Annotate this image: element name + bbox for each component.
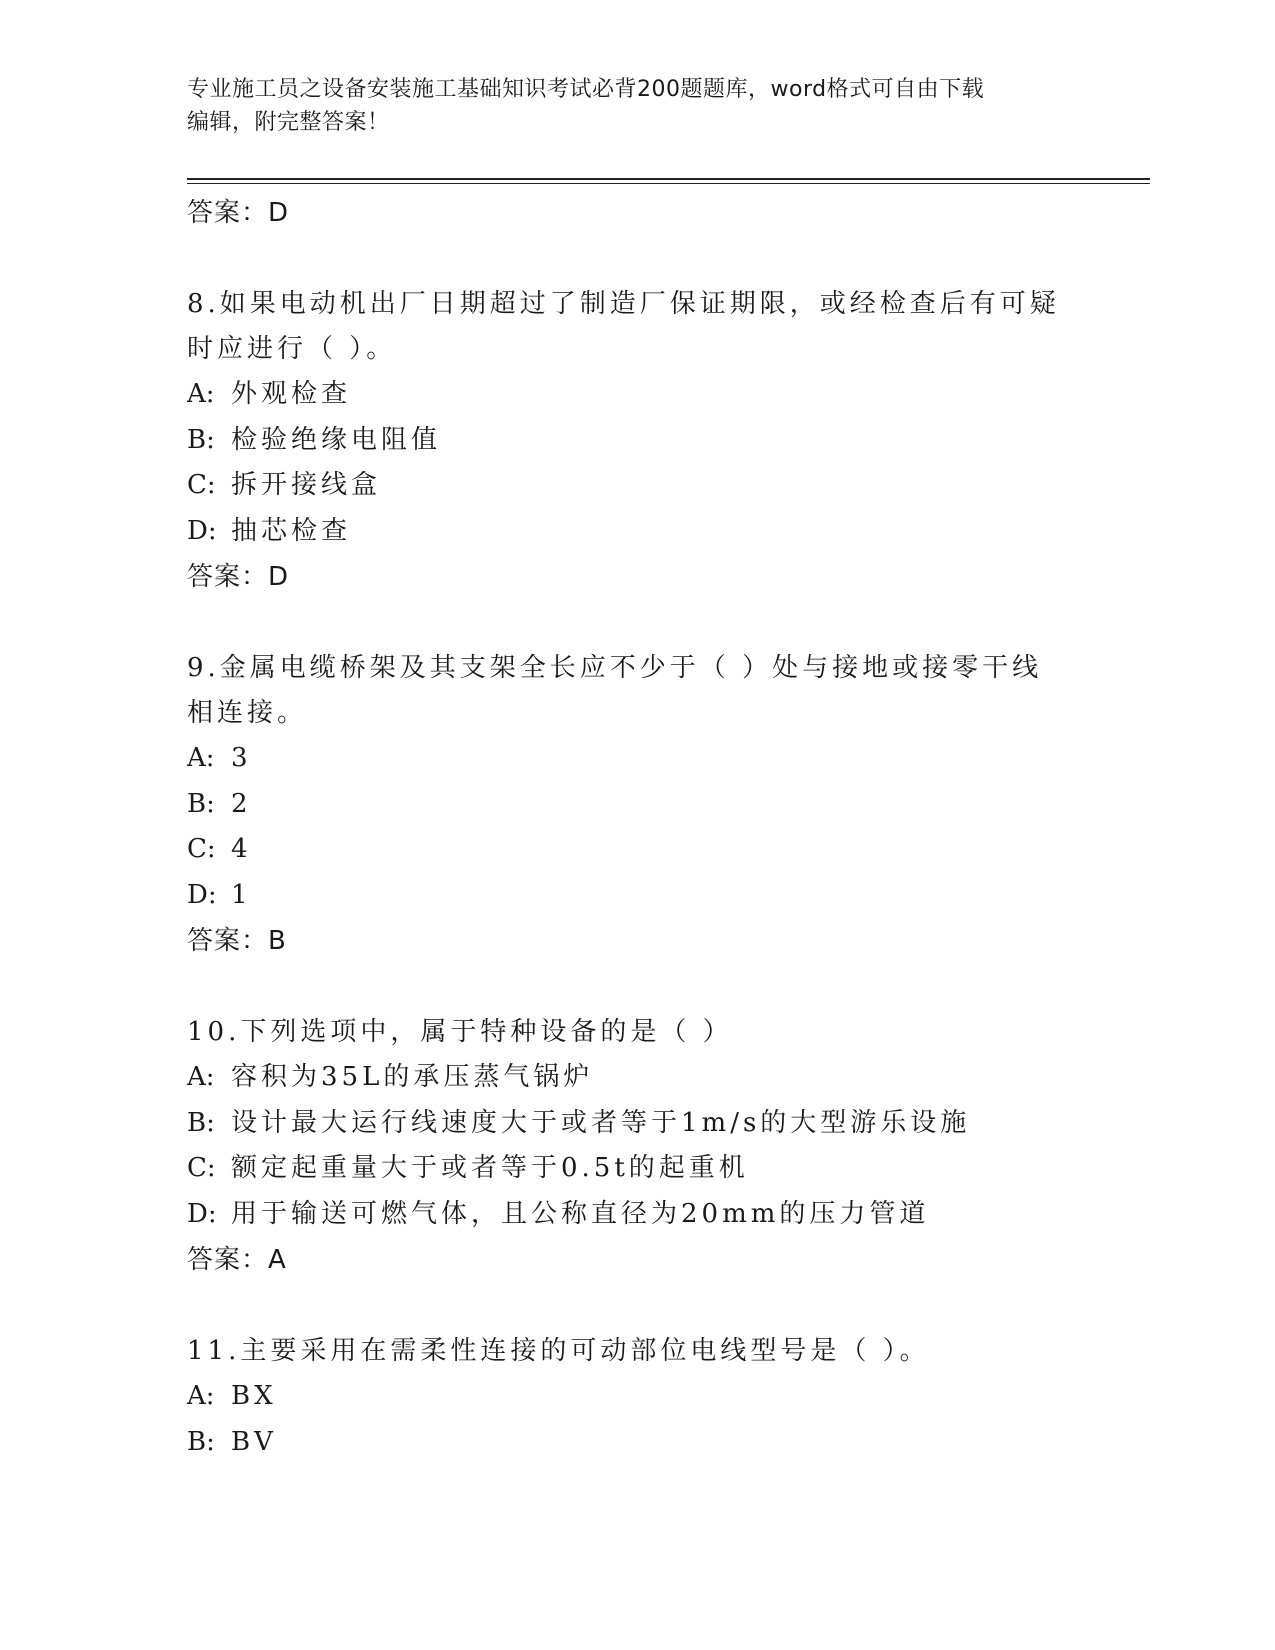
option-text: BV xyxy=(231,1426,277,1457)
option-a xyxy=(187,736,1087,782)
option-b xyxy=(187,782,1087,828)
question-stem: 9.金属电缆桥架及其支架全长应不少于（ ）处与接地或接零干线相连接。 xyxy=(187,653,1043,728)
option-text: 拆开接线盒 xyxy=(231,470,382,500)
option-label: A: xyxy=(187,1381,215,1411)
header-line-2: 编辑，附完整答案！ xyxy=(187,110,390,135)
option-b xyxy=(187,1101,1087,1147)
option-a xyxy=(187,1374,1087,1420)
question-11 xyxy=(187,1329,1087,1465)
question-8 xyxy=(187,282,1087,600)
option-text: 容积为35L的承压蒸气锅炉 xyxy=(231,1062,594,1092)
option-text: 设计最大运行线速度大于或者等于1m/s的大型游乐设施 xyxy=(231,1107,971,1138)
question-9 xyxy=(187,646,1087,964)
option-label: B: xyxy=(187,1107,215,1138)
option-c xyxy=(187,463,1087,509)
option-b xyxy=(187,1420,1087,1466)
option-d xyxy=(187,509,1087,555)
header-line-1: 专业施工员之设备安装施工基础知识考试必背200题题库，word格式可自由下载 xyxy=(187,77,985,102)
option-text: 3 xyxy=(231,743,252,773)
spacer xyxy=(187,964,1087,1010)
answer-line: 答案：B xyxy=(187,926,287,956)
spacer xyxy=(187,600,1087,646)
question-stem: 8.如果电动机出厂日期超过了制造厂保证期限，或经检查后有可疑时应进行（ ）。 xyxy=(187,289,1060,364)
option-text: 用于输送可燃气体，且公称直径为20mm的压力管道 xyxy=(231,1198,930,1229)
header-rule-thin xyxy=(187,183,1150,184)
option-d xyxy=(187,873,1087,919)
option-label: C: xyxy=(187,470,216,500)
option-text: 检验绝缘电阻值 xyxy=(231,424,442,455)
spacer xyxy=(187,236,1087,282)
answer-line: 答案：A xyxy=(187,1245,287,1275)
option-b xyxy=(187,418,1087,464)
option-label: B: xyxy=(187,788,215,819)
option-label: A: xyxy=(187,1062,215,1092)
option-text: 4 xyxy=(231,834,252,864)
option-a xyxy=(187,372,1087,418)
option-text: 1 xyxy=(231,879,252,910)
option-label: A: xyxy=(187,379,215,409)
option-label: C: xyxy=(187,1153,216,1183)
answer-line: 答案：D xyxy=(187,562,290,592)
option-label: A: xyxy=(187,743,215,773)
question-stem: 10.下列选项中，属于特种设备的是（ ） xyxy=(187,1017,733,1047)
spacer xyxy=(187,1283,1087,1329)
option-text: 额定起重量大于或者等于0.5t的起重机 xyxy=(231,1153,749,1183)
option-label: C: xyxy=(187,834,216,864)
option-text: BX xyxy=(231,1381,277,1411)
answer-line: 答案：D xyxy=(187,198,290,228)
document-header xyxy=(187,73,1087,139)
option-c xyxy=(187,1146,1087,1192)
option-a xyxy=(187,1055,1087,1101)
option-c xyxy=(187,827,1087,873)
option-text: 外观检查 xyxy=(231,379,352,409)
option-label: D: xyxy=(187,515,217,546)
option-text: 2 xyxy=(231,788,252,819)
option-label: D: xyxy=(187,1198,217,1229)
header-rule-thick xyxy=(187,178,1150,180)
option-d xyxy=(187,1192,1087,1238)
option-text: 抽芯检查 xyxy=(231,515,352,546)
option-label: B: xyxy=(187,1426,215,1457)
option-label: D: xyxy=(187,879,217,910)
option-label: B: xyxy=(187,424,215,455)
question-10 xyxy=(187,1010,1087,1283)
question-list xyxy=(187,190,1087,1465)
question-stem: 11.主要采用在需柔性连接的可动部位电线型号是（ ）。 xyxy=(187,1336,930,1366)
